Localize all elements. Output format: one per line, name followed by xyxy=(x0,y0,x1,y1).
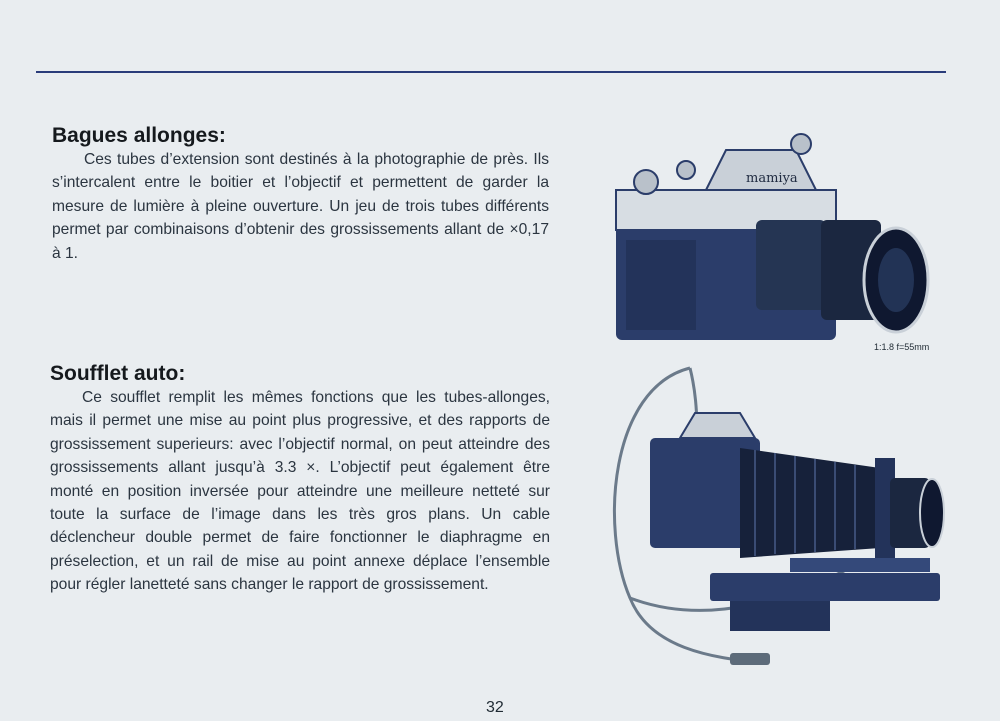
lens-marking: 1:1.8 f=55mm xyxy=(874,342,930,352)
camera-with-extension-tubes-image xyxy=(596,120,936,360)
section-heading-bagues-allonges: Bagues allonges: xyxy=(52,124,226,147)
section-heading-soufflet-auto: Soufflet auto: xyxy=(50,362,186,385)
cable-plunger xyxy=(730,653,770,665)
focusing-rail xyxy=(710,573,940,601)
bellows xyxy=(740,448,880,558)
paragraph: Ces tubes d’extension sont destinés à la photographie de près. Ils s’intercalent entre le boitier et l’objectif et permettent de garder la mesure de lumière à pleine ouverture. Un jeu de trois tubes différents permet par combinaisons d’obtenir des grossissements allant de ×0,17 à 1. xyxy=(52,151,549,262)
section-text-bagues-allonges xyxy=(52,148,549,265)
brand-label: mamiya xyxy=(746,171,798,186)
section-text-soufflet-auto xyxy=(50,386,550,597)
extension-tubes xyxy=(756,220,826,310)
paragraph: Ce soufflet remplit les mêmes fonctions que les tubes-allonges, mais il permet une mise au point plus progressive, et des rapports de grossissement superieurs: avec l’objectif normal, on peut atteindre des grossissements allant jusqu’à 3.3 ×. L’objectif peut également être monté en position inversée pour atteindre une meilleure netteté sur toute la surface de l’image dans les très gros plans. Un cable déclencheur double permet de faire fonctionner le diaphragme en préselection, et un rail de mise au point annexe déplace l’ensemble pour régler lanetteté sans changer le rapport de grossissement. xyxy=(50,389,550,594)
bellows-unit-image xyxy=(590,348,950,678)
header-rule xyxy=(36,71,946,73)
page-number: 32 xyxy=(486,699,504,716)
